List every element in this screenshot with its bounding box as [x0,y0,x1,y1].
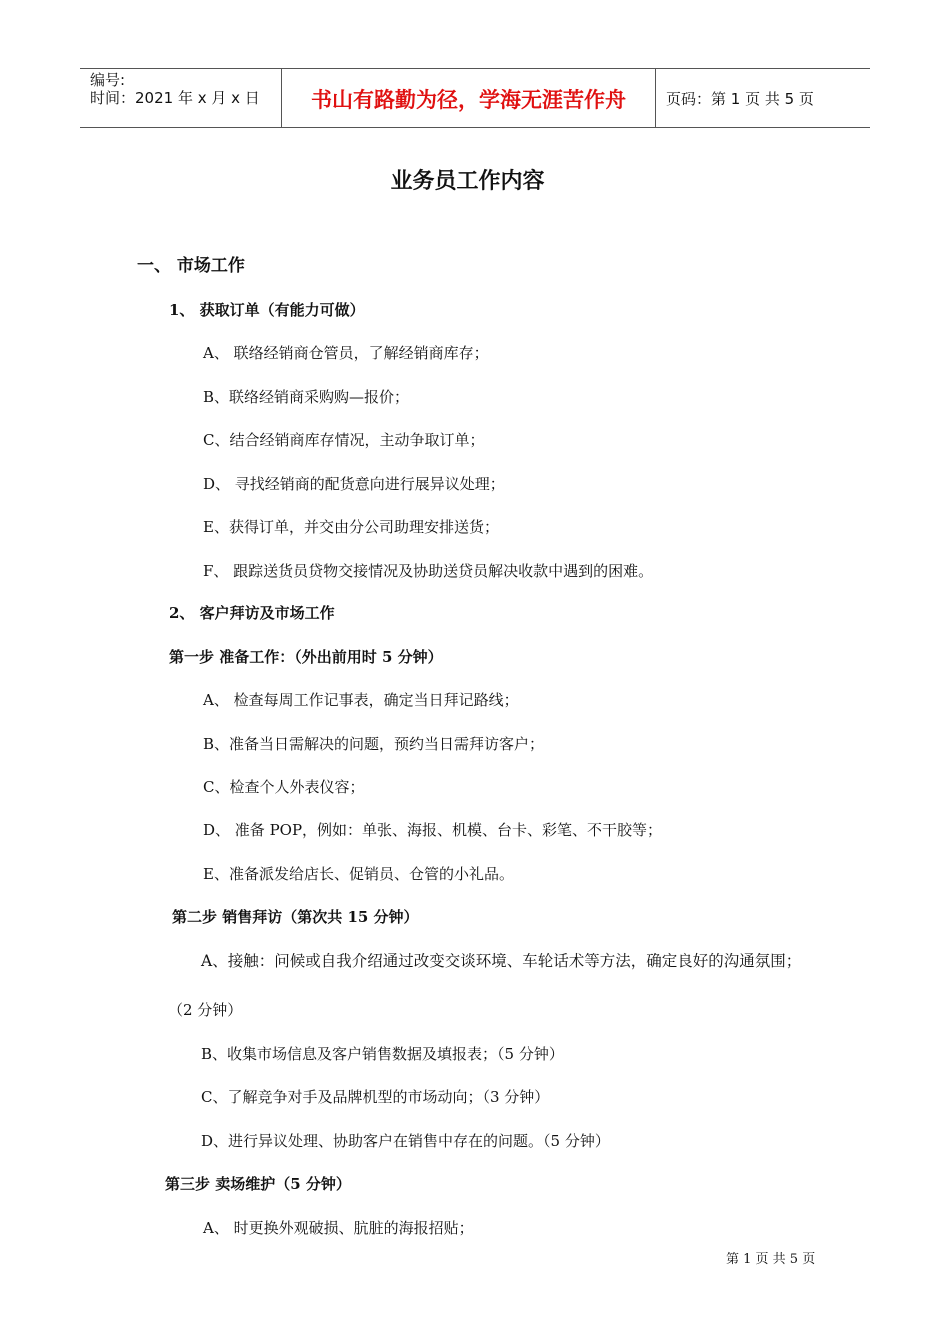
list-item: B、准备当日需解决的问题，预约当日需拜访客户； [203,735,545,753]
page-footer: 第 1 页 共 5 页 [726,1252,816,1267]
list-item: C、结合经销商库存情况，主动争取订单； [203,431,485,449]
section-heading-market: 一、 市场工作 [137,256,245,276]
list-item: C、检查个人外表仪容； [203,778,365,796]
document-number-label: 编号: [90,71,126,89]
page-header [80,68,870,128]
list-item: F、 跟踪送货员贷物交接情况及协助送贷员解决收款中遇到的困难。 [203,562,654,580]
list-item: D、 寻找经销商的配货意向进行展异议处理； [203,475,505,493]
list-item: A、 时更换外观破损、肮脏的海报招贴； [203,1219,474,1237]
list-item: A、接触：问候或自我介绍通过改变交谈环境、车轮话术等方法，确定良好的沟通氛围； [201,952,802,970]
header-meta [80,69,282,127]
list-item: E、准备派发给店长、促销员、仓管的小礼品。 [203,865,514,883]
list-item: E、获得订单，并交由分公司助理安排送货； [203,518,499,536]
list-item: D、进行异议处理、协助客户在销售中存在的问题。（5 分钟） [201,1132,610,1150]
list-item: B、联络经销商采购购—报价； [203,388,410,406]
list-item: B、收集市场信息及客户销售数据及填报表；（5 分钟） [201,1045,564,1063]
list-item: D、 准备 POP，例如：单张、海报、机模、台卡、彩笔、不干胶等； [203,821,663,839]
step-heading-preparation: 第一步 准备工作：（外出前用时 5 分钟） [169,648,443,666]
step-heading-store-maintenance: 第三步 卖场维护（5 分钟） [165,1175,351,1193]
header-motto: 书山有路勤为径，学海无涯苦作舟 [282,69,656,127]
list-item-continuation: （2 分钟） [168,1001,243,1019]
subsection-heading-visits: 2、 客户拜访及市场工作 [169,604,335,622]
step-heading-sales-visit: 第二步 销售拜访（第次共 15 分钟） [172,908,419,926]
list-item: A、 联络经销商仓管员，了解经销商库存； [203,344,489,362]
subsection-heading-orders: 1、 获取订单（有能力可做） [169,301,365,319]
list-item: A、 检查每周工作记事表，确定当日拜记路线； [203,691,519,709]
header-page-info: 页码：第 1 页 共 5 页 [666,89,814,108]
document-title: 业务员工作内容 [390,169,545,194]
list-item: C、了解竞争对手及品牌机型的市场动向；（3 分钟） [201,1088,550,1106]
document-time-label: 时间：2021 年 x 月 x 日 [90,89,260,107]
